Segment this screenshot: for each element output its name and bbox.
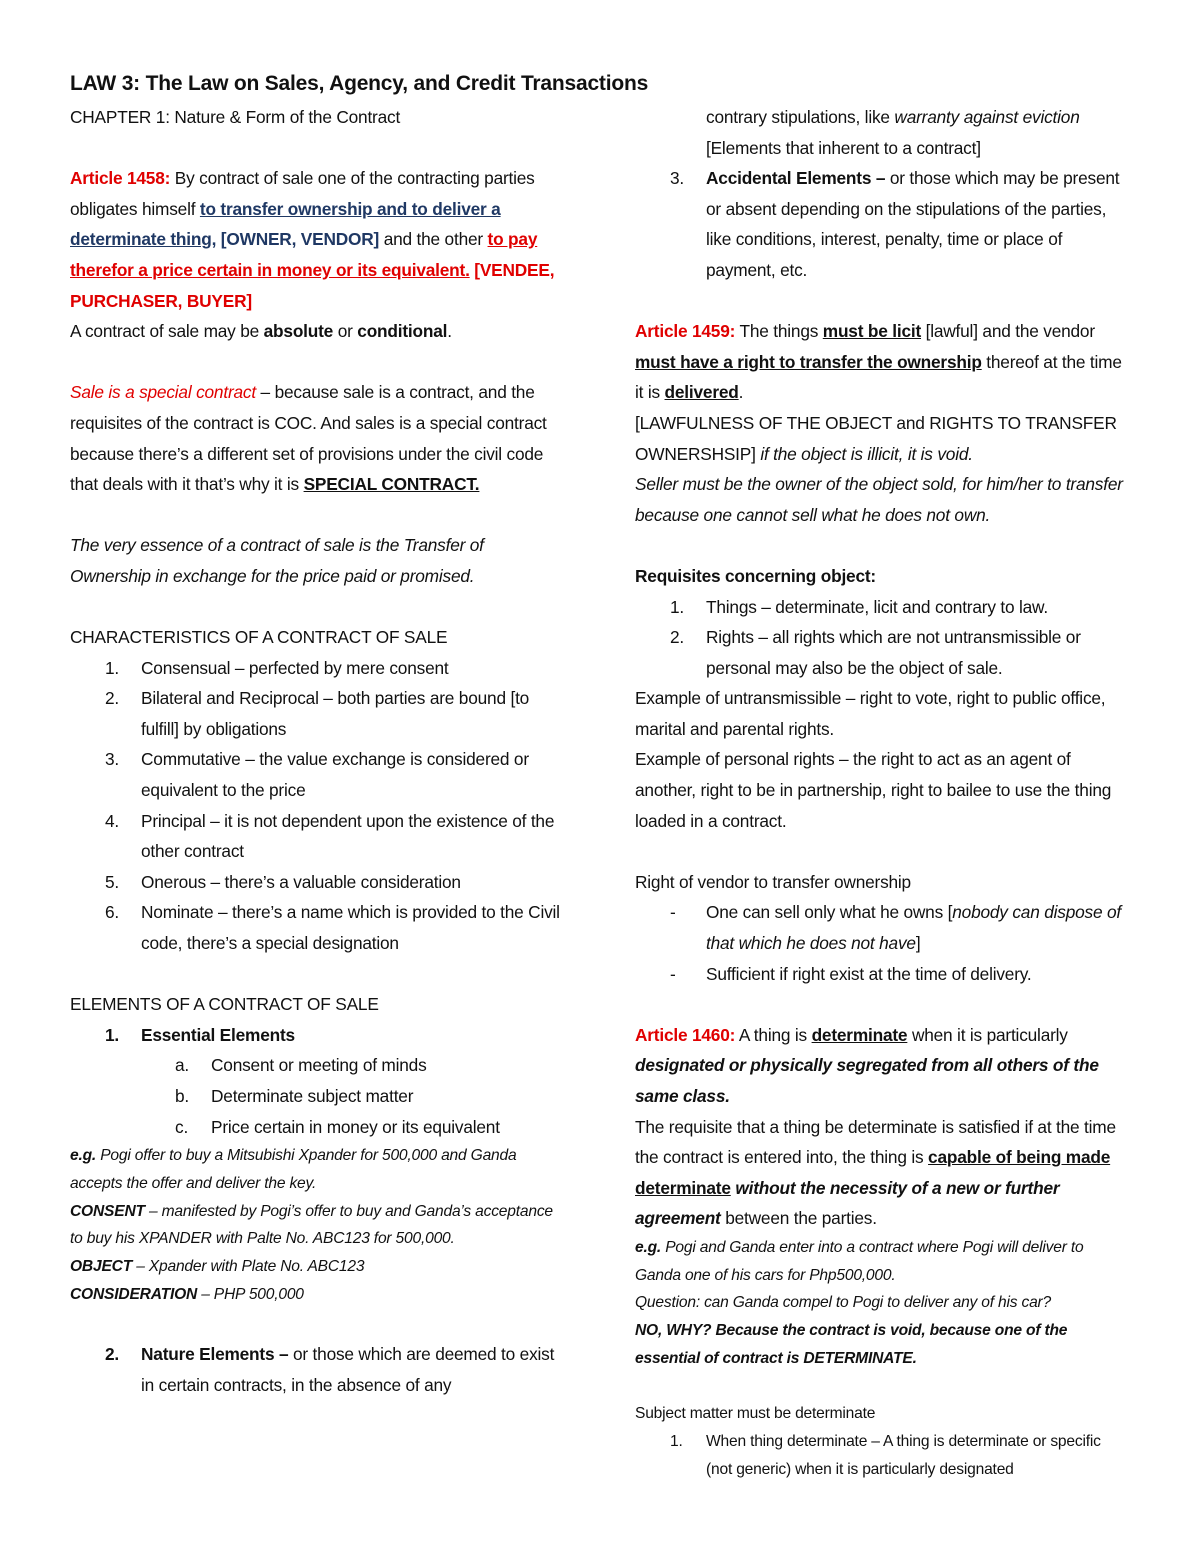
list-number: 3.: [670, 168, 685, 189]
conditional-term: conditional: [357, 321, 448, 342]
list-number: 6.: [105, 902, 120, 923]
list-text: Consent or meeting of minds: [211, 1055, 427, 1076]
lawfulness-note: if the object is illicit, it is void.: [760, 443, 973, 464]
list-number: 2.: [105, 688, 120, 709]
requisite-determinate-paragraph: [635, 1112, 1130, 1234]
article-1458-obligation-buyer: to pay therefor a price certain in money or its equivalent.: [70, 229, 538, 280]
article-1458-buyer-tag: [VENDEE, PURCHASER, BUYER]: [70, 259, 555, 311]
list-text: Principal – it is not dependent upon the existence of the other contract: [141, 810, 555, 862]
list-number: 4.: [105, 810, 120, 831]
object-label: OBJECT: [70, 1258, 133, 1275]
list-text: Essential Elements: [141, 1024, 295, 1045]
example-paragraph: [70, 1142, 565, 1197]
subject-matter-block: [635, 1400, 1130, 1483]
list-text: Sufficient if right exist at the time of delivery.: [706, 963, 1032, 984]
accidental-text: or those which may be present or absent depending on the stipulations of the parties, like conditions, interest, penalty, time or place of payment, etc.: [706, 168, 1120, 280]
list-number: 1.: [105, 657, 120, 678]
elements-heading: ELEMENTS OF A CONTRACT OF SALE: [70, 994, 379, 1015]
object-paragraph: [70, 1253, 565, 1281]
lawfulness-paragraph: [635, 408, 1130, 469]
list-item: [70, 683, 565, 744]
sub-list-item: [70, 1050, 565, 1081]
consent-paragraph: [70, 1198, 565, 1253]
list-text: Things – determinate, licit and contrary to law.: [706, 596, 1048, 617]
article-1458-label: Article 1458:: [70, 168, 171, 189]
example-label: e.g.: [635, 1238, 662, 1256]
list-number: 2.: [670, 627, 685, 648]
text-span: One can sell only what he owns [: [706, 902, 953, 923]
sub-list-item: [70, 1081, 565, 1112]
delivered-term: delivered: [664, 382, 739, 403]
text-span: ]: [915, 933, 921, 954]
nature-text: or those which are deemed to exist in certain contracts, in the absence of any: [141, 1344, 555, 1395]
text-span: or: [333, 321, 358, 342]
example-label: e.g.: [70, 1147, 97, 1165]
absolute-conditional-line: [70, 316, 565, 347]
list-text: [706, 897, 1130, 958]
list-number: 2.: [105, 1344, 120, 1364]
absolute-term: absolute: [263, 321, 334, 342]
consideration-label: CONSIDERATION: [70, 1285, 198, 1303]
licit-term: must be licit: [822, 321, 922, 342]
article-1458-paragraph: [70, 163, 565, 316]
dash-marker: -: [670, 902, 676, 923]
special-contract-paragraph: [70, 377, 565, 499]
untransmissible-example: Example of untransmissible – right to vote, right to public office, marital and parental rights.: [635, 688, 1106, 739]
dash-marker: -: [670, 963, 676, 984]
consent-text: – manifested by Pogi’s offer to buy and Ganda’s acceptance to buy his XPANDER with Palte No. ABC123 for 500,000.: [70, 1202, 553, 1248]
warranty-term: warranty against eviction: [894, 107, 1080, 127]
list-text: Determinate subject matter: [211, 1086, 414, 1106]
nature-continuation: [635, 102, 1130, 163]
lawfulness-caps: [LAWFULNESS OF THE OBJECT and RIGHTS TO TRANSFER OWNERSHSIP]: [635, 412, 1117, 464]
designated-text: designated or physically segregated from all others of the same class.: [635, 1055, 1099, 1106]
list-item: [635, 1428, 1130, 1483]
list-item: [70, 867, 565, 898]
list-item: [635, 592, 1130, 623]
example-text: Pogi and Ganda enter into a contract where Pogi will deliver to Ganda one of his cars for Php500,000.: [635, 1238, 1084, 1284]
nature-elements-item: [70, 1339, 565, 1400]
essential-elements-item: [70, 1020, 565, 1051]
list-text: When thing determinate – A thing is determinate or specific (not generic) when it is particularly designated: [706, 1432, 1101, 1478]
maxim-text: nobody can dispose of that which he does not have: [706, 902, 1121, 954]
requisites-heading: Requisites concerning object:: [635, 565, 876, 586]
list-item: [70, 897, 565, 958]
example-text: Pogi offer to buy a Mitsubishi Xpander for 500,000 and Ganda accepts the offer and deliver the key.: [70, 1147, 517, 1192]
text-span: The requisite that a thing be determinate is satisfied if at the time the contract is entered into, the thing is: [635, 1116, 1116, 1168]
consideration-text: – PHP 500,000: [197, 1285, 304, 1303]
list-item: [70, 806, 565, 867]
list-letter: c.: [175, 1116, 189, 1137]
consent-label: CONSENT: [70, 1202, 145, 1220]
accidental-label: Accidental Elements –: [706, 168, 886, 189]
object-text: – Xpander with Plate No. ABC123: [132, 1258, 365, 1275]
article-1460-paragraph: [635, 1020, 1130, 1112]
list-letter: b.: [175, 1086, 190, 1106]
article-1460-label: Article 1460:: [635, 1024, 736, 1045]
article-1458-obligation-seller: to transfer ownership and to deliver a determinate thing: [70, 198, 501, 250]
list-letter: a.: [175, 1055, 190, 1076]
article-1459-label: Article 1459:: [635, 321, 736, 342]
subject-matter-heading: Subject matter must be determinate: [635, 1405, 876, 1423]
list-text: Commutative – the value exchange is considered or equivalent to the price: [141, 749, 529, 801]
text-span: The things: [735, 321, 823, 342]
text-span: [lawful] and the vendor: [921, 321, 1095, 342]
text-span: A thing is: [735, 1024, 812, 1045]
example-block: [70, 1142, 565, 1308]
document-title: LAW 3: The Law on Sales, Agency, and Credit Transactions: [70, 72, 649, 95]
special-contract-text: – because sale is a contract, and the requisites of the contract is COC. And sales is a special contract because there’s a different set of provisions under the civil code that deals with it that’s why it is: [70, 382, 547, 495]
example-paragraph: [635, 1234, 1130, 1289]
list-text: Consensual – perfected by mere consent: [141, 657, 449, 678]
seller-owner-paragraph: Seller must be the owner of the object sold, for him/her to transfer because one cannot sell what he does not own.: [635, 474, 1123, 525]
right-to-transfer-term: must have a right to transfer the ownership: [635, 351, 982, 372]
capable-term: capable of being made determinate: [635, 1147, 1111, 1198]
dash-item: [635, 959, 1130, 990]
text-span: A contract of sale may be: [70, 321, 264, 342]
list-number: 3.: [105, 749, 120, 770]
left-column: [70, 102, 565, 1400]
text-span: .: [738, 382, 744, 403]
special-contract-term: Sale is a special contract: [70, 382, 256, 403]
chapter-heading: CHAPTER 1: Nature & Form of the Contract: [70, 107, 401, 127]
list-text: Nominate – there’s a name which is provided to the Civil code, there’s a special designation: [141, 902, 560, 954]
dash-item: [635, 897, 1130, 958]
question-paragraph: Question: can Ganda compel to Pogi to deliver any of his car?: [635, 1294, 1052, 1312]
text-span: when it is particularly: [907, 1024, 1068, 1045]
list-number: 1.: [670, 1432, 683, 1450]
text-span: thereof at the time it is: [635, 351, 1122, 403]
without-necessity-text: without the necessity of a new or further agreement: [635, 1177, 1060, 1229]
text-span: between the parties.: [720, 1208, 877, 1229]
right-of-vendor-heading: Right of vendor to transfer ownership: [635, 871, 911, 892]
text-span: contrary stipulations, like: [706, 107, 895, 127]
characteristics-list: [70, 653, 565, 959]
answer-paragraph: NO, WHY? Because the contract is void, because one of the essential of contract is DETERMINATE.: [635, 1322, 1068, 1367]
article-1458-seller-tag: , [OWNER, VENDOR]: [211, 229, 380, 250]
personal-rights-example: Example of personal rights – the right to act as an agent of another, right to be in partnership, right to bailee to use the thing loaded in a contract.: [635, 749, 1112, 831]
text-span: [Elements that inherent to a contract]: [706, 137, 981, 158]
sub-list-item: [70, 1112, 565, 1143]
list-item: [635, 622, 1130, 683]
list-number: 1.: [670, 596, 685, 617]
list-text: Rights – all rights which are not untransmissible or personal may also be the object of sale.: [706, 627, 1081, 678]
article-1458-text: By contract of sale one of the contracting parties obligates himself: [70, 168, 535, 219]
list-text: [706, 163, 1130, 285]
essence-paragraph: The very essence of a contract of sale is the Transfer of Ownership in exchange for the price paid or promised.: [70, 535, 484, 586]
example-block-2: [635, 1234, 1130, 1373]
right-column: [635, 102, 1130, 1483]
list-number: 1.: [105, 1024, 120, 1045]
accidental-elements-item: [635, 163, 1130, 285]
list-text: Onerous – there’s a valuable consideration: [141, 871, 461, 892]
list-item: [70, 744, 565, 805]
nature-label: Nature Elements –: [141, 1344, 289, 1364]
list-number: 5.: [105, 871, 120, 892]
list-item: [70, 653, 565, 684]
determinate-term: determinate: [811, 1024, 908, 1045]
article-1458-text-2: and the other: [379, 229, 488, 250]
special-contract-emphasis: SPECIAL CONTRACT.: [303, 474, 480, 495]
consideration-paragraph: [70, 1281, 565, 1309]
list-text: Price certain in money or its equivalent: [211, 1116, 500, 1137]
list-text: [141, 1339, 565, 1400]
text-span: .: [447, 321, 452, 342]
list-text: Bilateral and Reciprocal – both parties are bound [to fulfill] by obligations: [141, 688, 530, 739]
characteristics-heading: CHARACTERISTICS OF A CONTRACT OF SALE: [70, 627, 448, 648]
article-1459-paragraph: [635, 316, 1130, 408]
